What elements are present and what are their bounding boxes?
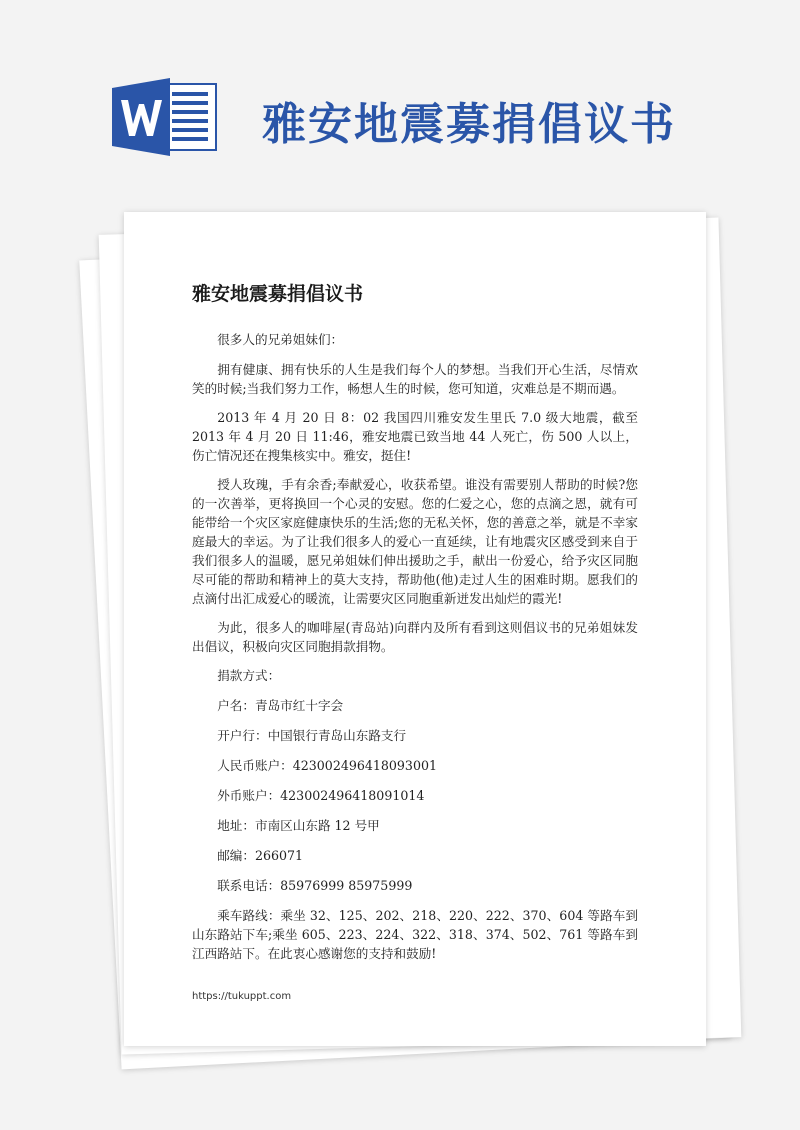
paragraph-4: 为此，很多人的咖啡屋(青岛站)向群内及所有看到这则倡议书的兄弟姐妹发出倡议，积极向灾区同胞捐款捐物。: [192, 620, 638, 654]
word-document-icon: [112, 78, 218, 156]
header-banner: [0, 0, 800, 200]
address: 地址：市南区山东路 12 号甲: [217, 818, 380, 833]
transit-route: 乘车路线：乘坐 32、125、202、218、220、222、370、604 等路车到山东路站下车;乘坐 605、223、224、322、318、374、502、761 等路车到江西路站下。在此衷心感谢您的支持和鼓励!: [192, 908, 638, 961]
paragraph-2: 2013 年 4 月 20 日 8：02 我国四川雅安发生里氏 7.0 级大地震，截至 2013 年 4 月 20 日 11:46，雅安地震已致当地 44 人死亡，伤 500 人以上，伤亡情况还在搜集核实中。雅安，挺住!: [192, 410, 638, 463]
bank-name: 开户行：中国银行青岛山东路支行: [217, 728, 407, 743]
donation-heading: 捐款方式：: [217, 668, 281, 683]
banner-title: 雅安地震募捐倡议书: [262, 99, 676, 150]
contact-phone: 联系电话：85976999 85975999: [217, 878, 413, 893]
salutation: 很多人的兄弟姐妹们：: [217, 332, 344, 347]
document-body: [192, 285, 638, 973]
rmb-account: 人民币账户：423002496418093001: [217, 758, 437, 773]
postcode: 邮编：266071: [217, 848, 304, 863]
paragraph-3: 授人玫瑰，手有余香;奉献爱心，收获希望。谁没有需要别人帮助的时候?您的一次善举，更将换回一个心灵的安慰。您的仁爱之心，您的点滴之恩，就有可能带给一个灾区家庭健康快乐的生活;您的无私关怀，您的善意之举，就是不幸家庭最大的幸运。为了让我们很多人的爱心一直延续，让有地震灾区感受到来自于我们很多人的温暖，愿兄弟姐妹们伸出援助之手，献出一份爱心，给予灾区同胞尽可能的帮助和精神上的莫大支持，帮助他(他)走过人生的困难时期。愿我们的点滴付出汇成爱心的暖流，让需要灾区同胞重新迸发出灿烂的霞光!: [192, 477, 638, 606]
paragraph-1: 拥有健康、拥有快乐的人生是我们每个人的梦想。当我们开心生活，尽情欢笑的时候;当我们努力工作，畅想人生的时候，您可知道，灾难总是不期而遇。: [192, 362, 638, 396]
document-title: 雅安地震募捐倡议书: [192, 283, 364, 305]
footer-url: https://tukuppt.com: [192, 991, 292, 1002]
foreign-account: 外币账户：423002496418091014: [217, 788, 425, 803]
account-name: 户名：青岛市红十字会: [217, 698, 344, 713]
